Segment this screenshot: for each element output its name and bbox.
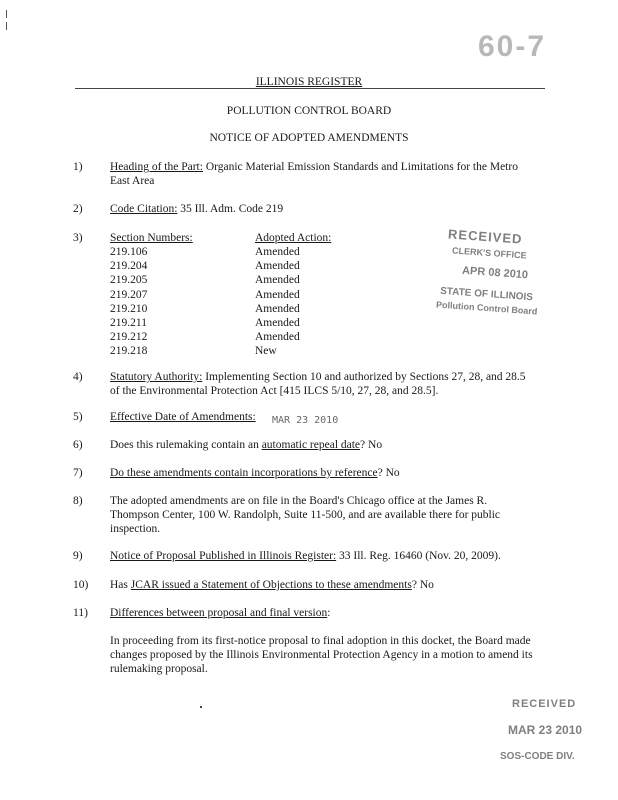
register-rule <box>75 88 545 89</box>
stamp-line: Pollution Control Board <box>435 299 538 317</box>
item-number: 4) <box>73 371 83 383</box>
section-number: 219.207 <box>110 288 148 301</box>
stamp-line: RECEIVED <box>512 698 577 710</box>
stamp-line: CLERK'S OFFICE <box>451 245 527 261</box>
item-on-file: The adopted amendments are on file in the Board's Chicago office at the James R. Thompson Center, 100 W. Randolph, Suite 11-500, and are available there for public inspection. <box>110 495 501 535</box>
item-number: 9) <box>73 550 83 562</box>
item-differences: Differences between proposal and final version: <box>110 607 331 619</box>
item-heading: Heading of the Part: Organic Material Emission Standards and Limitations for the Metro East Area <box>110 161 518 187</box>
item-number: 2) <box>73 203 83 215</box>
effective-date-stamp: MAR 23 2010 <box>272 415 339 426</box>
section-number: 219.106 <box>110 246 148 258</box>
section-action: Amended <box>255 260 300 273</box>
item-number: 1) <box>73 161 83 173</box>
page-dot <box>200 706 202 708</box>
stamp-line: RECEIVED <box>447 226 523 247</box>
item-notice-of-proposal: Notice of Proposal Published in Illinois Register: 33 Ill. Reg. 16460 (Nov. 20, 2009). <box>110 550 501 562</box>
stamp-line: STATE OF ILLINOIS <box>439 285 534 304</box>
item-number: 8) <box>73 495 83 507</box>
item-number: 7) <box>73 467 83 479</box>
section-action: Amended <box>255 288 300 301</box>
section-number: 219.218 <box>110 345 148 358</box>
item-code-citation: Code Citation: 35 Ill. Adm. Code 219 <box>110 203 284 215</box>
stamp-line: APR 08 2010 <box>461 264 529 282</box>
item-number: 11) <box>73 607 88 619</box>
section-action: New <box>255 345 277 358</box>
stamp-line: MAR 23 2010 <box>508 723 583 737</box>
section-number: 219.205 <box>110 274 148 287</box>
notice-title: NOTICE OF ADOPTED AMENDMENTS <box>209 132 409 144</box>
section-action: Amended <box>255 317 300 329</box>
section-number: 219.210 <box>110 302 148 315</box>
item-jcar: Has JCAR issued a Statement of Objections to these amendments? No <box>110 579 434 591</box>
section-action: Amended <box>255 331 300 344</box>
item-statutory-authority: Statutory Authority: Implementing Section 10 and authorized by Sections 27, 28, and 28.5 of the Environmental Protection Act [415 ILCS 5/10, 27, 28, and 28.5]. <box>110 371 526 397</box>
item-number: 10) <box>73 579 89 591</box>
item-number: 6) <box>73 439 83 451</box>
section-number: 219.204 <box>110 260 148 273</box>
section-number: 219.211 <box>110 317 147 329</box>
margin-mark <box>6 10 7 18</box>
item-number: 5) <box>73 411 83 423</box>
item-automatic-repeal: Does this rulemaking contain an automatic repeal date? No <box>110 439 383 451</box>
board-title: POLLUTION CONTROL BOARD <box>226 105 392 117</box>
adopted-action-header: Adopted Action: <box>255 232 332 244</box>
corner-handwritten-mark: 60-7 <box>478 30 547 63</box>
stamp-line: SOS-CODE DIV. <box>500 751 575 762</box>
item-effective-date: Effective Date of Amendments: <box>110 411 256 423</box>
register-title: ILLINOIS REGISTER <box>255 76 363 88</box>
section-numbers-header: Section Numbers: <box>110 232 193 244</box>
section-action: Amended <box>255 246 300 258</box>
differences-paragraph: In proceeding from its first-notice proposal to final adoption in this docket, the Board made changes proposed by the Illinois Environmental Protection Agency in a motion to amend its rulemaking proposal. <box>110 635 533 675</box>
margin-mark <box>6 22 7 30</box>
section-number: 219.212 <box>110 331 148 344</box>
section-action: Amended <box>255 274 300 287</box>
item-incorporations: Do these amendments contain incorporations by reference? No <box>110 467 400 479</box>
section-action: Amended <box>255 302 300 315</box>
item-number: 3) <box>73 232 83 244</box>
